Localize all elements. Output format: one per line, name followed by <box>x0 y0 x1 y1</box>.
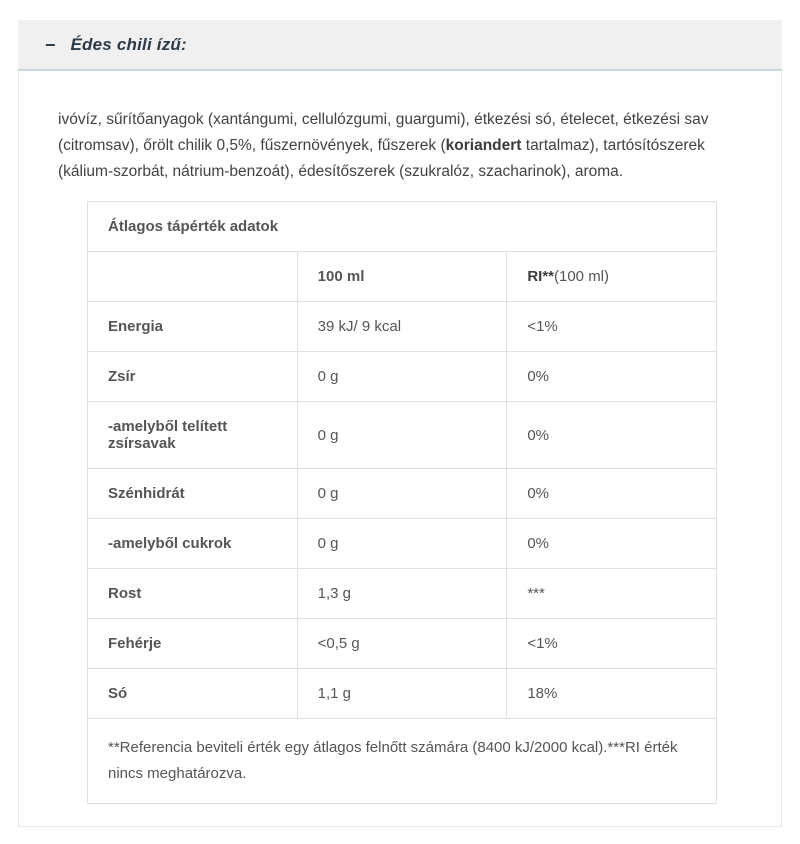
table-row <box>88 569 717 619</box>
row-label: Rost <box>88 569 298 619</box>
row-value-100ml: 0 g <box>297 352 507 402</box>
col-header-ri <box>507 252 717 302</box>
row-value-ri: *** <box>507 569 717 619</box>
row-label: Energia <box>88 302 298 352</box>
row-value-ri: 18% <box>507 669 717 719</box>
table-row <box>88 669 717 719</box>
col-header-ri-unit: (100 ml) <box>554 268 610 285</box>
row-value-100ml: 0 g <box>297 402 507 469</box>
col-header-ri-abbr: RI** <box>527 268 554 285</box>
row-value-100ml: 39 kJ/ 9 kcal <box>297 302 507 352</box>
row-label: -amelyből cukrok <box>88 519 298 569</box>
table-row <box>88 352 717 402</box>
row-value-100ml: 1,3 g <box>297 569 507 619</box>
row-label: Szénhidrát <box>88 469 298 519</box>
row-value-ri: 0% <box>507 352 717 402</box>
table-row <box>88 519 717 569</box>
row-value-100ml: 0 g <box>297 519 507 569</box>
row-label: -amelyből telített zsírsavak <box>88 402 298 469</box>
ingredients-allergen: koriandert <box>445 137 522 154</box>
collapse-minus-icon[interactable]: − <box>45 34 56 55</box>
table-title-row <box>88 202 717 252</box>
row-value-ri: 0% <box>507 469 717 519</box>
row-value-100ml: 0 g <box>297 469 507 519</box>
table-row <box>88 402 717 469</box>
table-row <box>88 302 717 352</box>
table-column-header-row <box>88 252 717 302</box>
row-value-ri: <1% <box>507 619 717 669</box>
accordion-header-flavor[interactable] <box>18 20 782 71</box>
ingredients-part1: ivóvíz, sűrítőanyagok (xantángumi, cellulózgumi, guargumi), étkezési só, ételecet, étkezési sav (citromsav), őrölt chilik 0,5%, fűszernövények, fűszerek ( <box>58 111 709 154</box>
row-label: Fehérje <box>88 619 298 669</box>
row-label: Zsír <box>88 352 298 402</box>
ingredients-part2: tartalmaz), tartósítószerek (kálium-szorbát, nátrium-benzoát), édesítőszerek (szukralóz, szacharinok), aroma. <box>58 137 705 180</box>
row-value-100ml: 1,1 g <box>297 669 507 719</box>
accordion-panel <box>18 71 782 827</box>
nutrition-table <box>87 201 717 804</box>
col-header-100ml: 100 ml <box>297 252 507 302</box>
row-value-ri: 0% <box>507 519 717 569</box>
table-row <box>88 469 717 519</box>
row-value-ri: <1% <box>507 302 717 352</box>
row-label: Só <box>88 669 298 719</box>
row-value-100ml: <0,5 g <box>297 619 507 669</box>
table-row <box>88 619 717 669</box>
accordion-title: Édes chili ízű: <box>70 34 187 54</box>
table-footnote-row <box>88 719 717 804</box>
table-title: Átlagos tápérték adatok <box>88 202 717 252</box>
table-footnote: **Referencia beviteli érték egy átlagos felnőtt számára (8400 kJ/2000 kcal).***RI érték nincs meghatározva. <box>88 719 717 804</box>
ingredients-text <box>58 107 750 185</box>
row-value-ri: 0% <box>507 402 717 469</box>
col-header-empty <box>88 252 298 302</box>
